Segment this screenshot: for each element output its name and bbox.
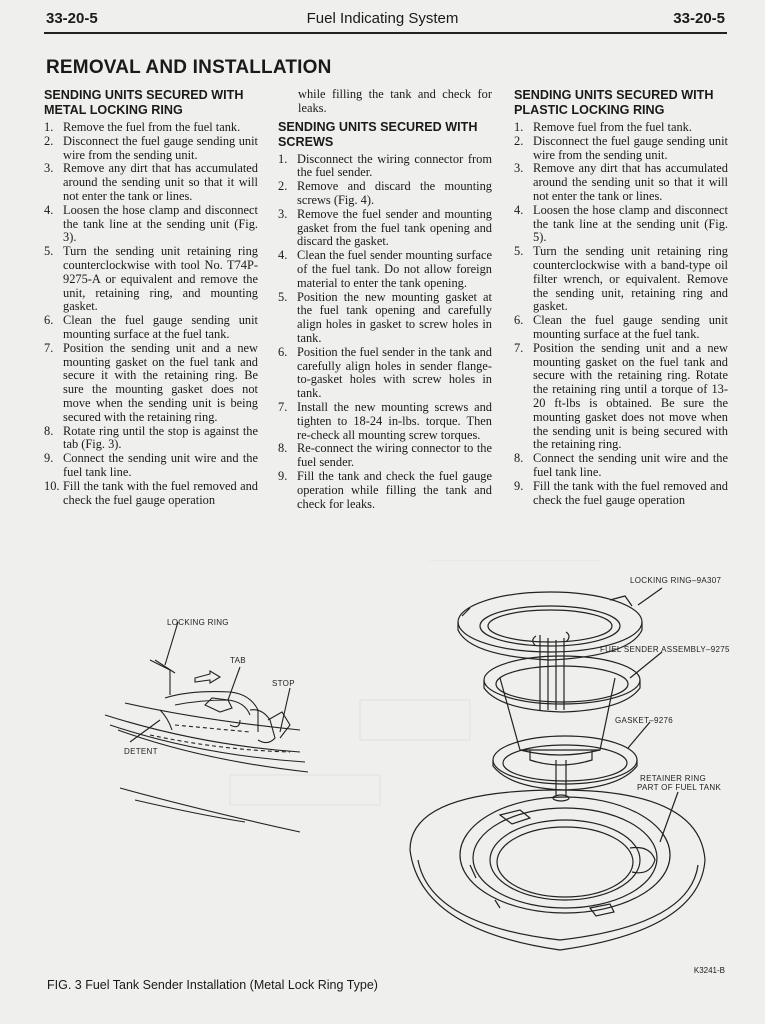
step-text: Position the fuel sender in the tank and carefully align holes in sender flange-to-gasket holes with screw holes in tank. [297,344,492,401]
step-text: Connect the sending unit wire and the fuel tank line. [533,451,728,479]
step-item [278,249,492,290]
procedure-steps [514,121,728,507]
step-item [278,470,492,511]
step-item [44,245,258,314]
step-number: 2. [514,133,524,148]
step-number: 9. [44,451,54,466]
label-locking-ring-9a307: LOCKING RING–9A307 [630,576,722,585]
step-text: Loosen the hose clamp and disconnect the tank line at the sending unit (Fig. 3). [63,202,258,245]
step-item [514,342,728,452]
step-text: Rotate ring until the stop is against the tab (Fig. 3). [63,423,258,452]
header-rule [44,32,727,34]
column-metal-locking-ring [44,88,258,507]
step-item [44,314,258,342]
step-number: 9. [514,478,524,493]
step-text: Position the new mounting gasket at the fuel tank opening and carefully align holes in gasket to screw holes in tank. [297,289,492,345]
step-text: Clean the fuel sender mounting surface of the fuel tank. Do not allow foreign material to enter the tank opening. [297,248,492,290]
step-number: 8. [514,451,524,466]
step-number: 3. [44,161,54,176]
step-number: 5. [44,244,54,259]
step-number: 9. [278,468,288,483]
subsection-heading: SENDING UNITS SECURED WITH PLASTIC LOCKING RING [514,88,714,117]
exploded-view-drawing [410,588,705,950]
step-text: Connect the sending unit wire and the fuel tank line. [63,451,258,479]
step-number: 8. [44,423,54,438]
step-item [278,208,492,249]
locking-ring-detail-drawing [105,622,308,832]
step-item [44,121,258,135]
step-item [514,121,728,135]
step-number: 4. [514,202,524,217]
column-plastic-locking-ring [514,88,728,507]
step-item [278,153,492,181]
column-screws [278,88,492,511]
step-item [278,442,492,470]
label-tab: TAB [230,656,246,665]
step-number: 7. [514,340,524,355]
page-number-right: 33-20-5 [673,10,725,27]
step-item [278,180,492,208]
step-number: 1. [278,151,288,166]
subsection-heading: SENDING UNITS SECURED WITH SCREWS [278,119,478,149]
step-item [44,135,258,163]
step-item [514,135,728,163]
step-text: Remove fuel from the fuel tank. [533,120,692,134]
step-number: 2. [44,133,54,148]
step-text: Fill the tank with the fuel removed and check the fuel gauge operation [63,478,258,507]
step-text: Disconnect the fuel gauge sending unit wire from the sending unit. [533,133,728,162]
figure-fuel-tank-sender [0,560,765,980]
step-number: 1. [44,120,54,134]
step-number: 6. [514,313,524,328]
step-item [44,342,258,425]
step-item [514,204,728,245]
step-item [44,480,258,508]
step-number: 2. [278,179,288,194]
figure-code: K3241-B [693,966,725,975]
bleed-through-marks [150,560,600,805]
step-text: Remove any dirt that has accumulated around the sending unit so that it will not enter the tank or lines. [533,161,728,203]
step-text: Loosen the hose clamp and disconnect the tank line at the sending unit (Fig. 5). [533,202,728,245]
procedure-steps [44,121,258,507]
label-stop: STOP [272,679,295,688]
step-item [44,425,258,453]
step-item [44,162,258,203]
label-retainer-ring: RETAINER RING [640,774,706,783]
step-number: 3. [278,206,288,221]
figure-caption: FIG. 3 Fuel Tank Sender Installation (Metal Lock Ring Type) [47,978,378,992]
step-number: 8. [278,441,288,456]
step-text: Remove the fuel from the fuel tank. [63,120,241,134]
step-number: 1. [514,120,524,134]
step-text: Remove the fuel sender and mounting gasket from the fuel tank opening and discard the gasket. [297,206,492,249]
step-text: Install the new mounting screws and tighten to 18-24 in-lbs. torque. Then re-check all mounting screw torques. [297,399,492,442]
section-title: REMOVAL AND INSTALLATION [46,57,332,78]
step-item [514,314,728,342]
label-part-of-fuel-tank: PART OF FUEL TANK [637,783,722,792]
step-number: 10. [44,478,60,493]
step-text: Fill the tank and check the fuel gauge operation while filling the tank and check for leaks. [297,468,492,511]
step-item [514,162,728,203]
step-text: Turn the sending unit retaining ring counterclockwise with a band-type oil filter wrench, or equivalent. Remove the sending unit, retaining ring and gasket. [533,244,728,314]
step-number: 7. [278,399,288,414]
step-text: Disconnect the fuel gauge sending unit wire from the sending unit. [63,133,258,162]
step-text: Position the sending unit and a new mounting gasket on the fuel tank and secure it with the retaining ring. Be sure the mounting gasket does not move when the sending unit is being secured with the retaining ring. [63,340,258,424]
step-number: 4. [44,202,54,217]
procedure-steps [278,153,492,512]
step-item [514,245,728,314]
step-item [44,204,258,245]
step-number: 7. [44,340,54,355]
step-number: 4. [278,248,288,263]
step-number: 6. [278,344,288,359]
step-item [514,452,728,480]
step-text: Clean the fuel gauge sending unit mounting surface at the fuel tank. [533,313,728,341]
label-fuel-sender-assembly: FUEL SENDER ASSEMBLY–9275 [600,645,730,654]
step-number: 6. [44,313,54,328]
step-text: Remove and discard the mounting screws (Fig. 4). [297,179,492,207]
subsection-heading: SENDING UNITS SECURED WITH METAL LOCKING RING [44,88,244,117]
step-number: 5. [278,289,288,304]
step-item [44,452,258,480]
step-number: 5. [514,244,524,259]
running-header-title: Fuel Indicating System [306,10,459,27]
page-number-left: 33-20-5 [46,10,98,27]
step-text: Clean the fuel gauge sending unit mounting surface at the fuel tank. [63,313,258,341]
label-locking-ring: LOCKING RING [167,618,229,627]
step-item [514,480,728,508]
step-text: Disconnect the wiring connector from the fuel sender. [297,151,492,180]
step-text: Re-connect the wiring connector to the fuel sender. [297,441,492,470]
label-gasket: GASKET–9276 [615,716,673,725]
step-text: Fill the tank with the fuel removed and check the fuel gauge operation [533,478,728,507]
step-text: Position the sending unit and a new mounting gasket on the fuel tank and secure with the retaining ring. Rotate the retaining ring until a torque of 13-20 ft-lbs is obtained. Be sure the mounting gasket does not move when the sending unit is being secured with the retaining ring. [533,340,728,452]
step-item [278,346,492,401]
step-text: Turn the sending unit retaining ring counterclockwise with tool No. T74P-9275-A or equivalent and remove the unit, retaining ring, and mounting gasket. [63,244,258,314]
step-item [278,401,492,442]
step-item [278,291,492,346]
step-number: 3. [514,161,524,176]
continued-text: while filling the tank and check for leaks. [298,87,492,115]
step-text: Remove any dirt that has accumulated around the sending unit so that it will not enter the tank or lines. [63,161,258,203]
label-detent: DETENT [124,747,158,756]
